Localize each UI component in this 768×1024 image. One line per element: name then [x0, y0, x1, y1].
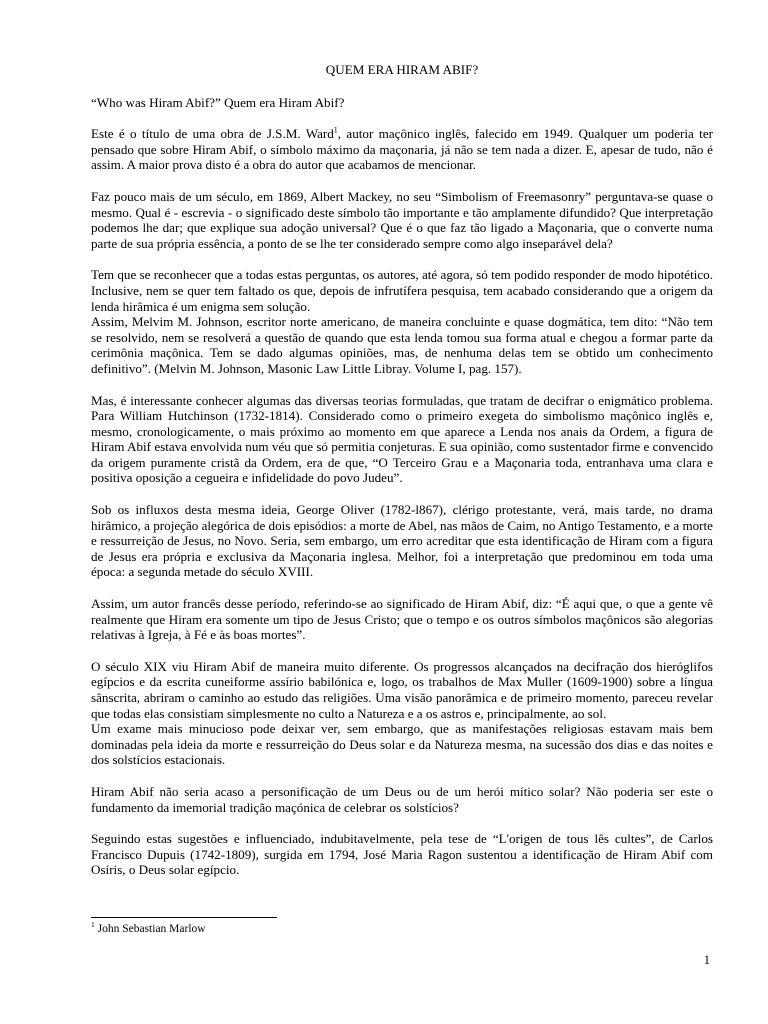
paragraph-2: Faz pouco mais de um século, em 1869, Albert Mackey, no seu “Simbolism of Freemasonry” perguntava-se quase o mesmo. Qual é - escrevia - o significado deste símbolo tão importante e tão amplamente difundido? Que interpretação podemos lhe dar; que explique sua adoção universal? Que é o que faz tão ligado a Maçonaria, que o converte numa parte de sua própria essência, a ponto de se lhe ter considerado sempre como algo inseparável dela?: [91, 188, 713, 251]
footnote-text: John Sebastian Marlow: [97, 923, 206, 935]
paragraph-11: Seguindo estas sugestões e influenciado, indubitavelmente, pela tese de “L'origen de tous lês cultes”, de Carlos Francisco Dupuis (1742-1809), surgida em 1794, José Maria Ragon sustentou a identificação de Hiram Abif com Osíris, o Deus solar egípcio.: [91, 831, 713, 878]
subtitle-paragraph: “Who was Hiram Abif?” Quem era Hiram Abif?: [91, 94, 345, 110]
paragraph-8: O século XIX viu Hiram Abif de maneira muito diferente. Os progressos alcançados na decifração dos hieróglifos egípcios e da escrita cuneiforme assírio babilónica e, logo, os trabalhos de Max Muller (1609-1900) sobre a língua sânscrita, abriram o caminho ao estudo das religiões. Uma visão panorâmica e de primeiro momento, pareceu revelar que todas elas consistiam simplesmente no culto a Natureza e a os astros e, principalmente, ao sol.: [91, 658, 713, 721]
paragraph-4: Assim, Melvim M. Johnson, escritor norte americano, de maneira concluinte e quase dogmática, tem dito: “Não tem se resolvido, nem se resolverá a questão de quando que esta lenda tomou sua forma atual e chegou a formar parte da cerimônia maçônica. Tem se dado algumas opiniões, mas, de nenhuma delas tem se obtido um conhecimento definitivo”. (Melvin M. Johnson, Masonic Law Little Libray. Volume I, pag. 157).: [91, 314, 713, 376]
footnote: [91, 922, 206, 936]
page-number: 1: [703, 953, 710, 967]
paragraph-1-after: , autor maçônico inglês, falecido em 1949. Qualquer um poderia ter pensado que sobre Hiram Abif, o símbolo máximo da maçonaria, já não se tem nada a dizer. E, apesar de tudo, não é assim. A maior prova disto é a obra do autor que acabamos de mencionar.: [91, 126, 713, 173]
footnote-divider: [91, 917, 277, 918]
footnote-number: 1: [91, 920, 95, 930]
paragraph-7: Assim, um autor francês desse período, referindo-se ao significado de Hiram Abif, diz: “É aqui que, o que a gente vê realmente que Hiram era somente um tipo de Jesus Cristo; que o tempo e os outros símbolos maçônicos são alegorias relativas à Igreja, à Fé e às boas mortes”.: [91, 596, 713, 643]
paragraph-10: Hiram Abif não seria acaso a personificação de um Deus ou de um herói mítico solar? Não poderia ser este o fundamento da imemorial tradição maçónica de celebrar os solstícios?: [91, 783, 713, 815]
footnote-reference[interactable]: 1: [333, 125, 338, 135]
paragraph-9: Um exame mais minucioso pode deixar ver, sem embargo, que as manifestações religiosas estavam mais bem dominadas pela ideia da morte e ressurreição do Deus solar e da Natureza mesma, na sucessão dos dias e das noites e dos solstícios estacionais.: [91, 721, 713, 768]
paragraph-6: Sob os influxos desta mesma ideia, George Oliver (1782-l867), clérigo protestante, verá, mais tarde, no drama hirâmico, a projeção alegórica de dois episódios: a morte de Abel, nas mãos de Caim, no Antigo Testamento, e a morte e ressurreição de Jesus, no Novo. Seria, sem embargo, um erro acreditar que esta identificação de Hiram com a figura de Jesus era própria e exclusiva da Maçonaria inglesa. Melhor, foi a interpretação que predominou em toda uma época: a segunda metade do século XVIII.: [91, 502, 713, 580]
document-title: QUEM ERA HIRAM ABIF?: [325, 62, 479, 77]
paragraph-3: Tem que se reconhecer que a todas estas perguntas, os autores, até agora, só tem podido responder de modo hipotético. Inclusive, nem se quer tem faltado os que, depois de infrutífera pesquisa, tem acabado considerando que a origem da lenda hirâmica é um enigma sem solução.: [91, 267, 713, 314]
document-body: [91, 62, 713, 894]
paragraph-5: Mas, é interessante conhecer algumas das diversas teorias formuladas, que tratam de decifrar o enigmático problema. Para William Hutchinson (1732-1814). Considerado como o primeiro exegeta do simbolismo maçônico inglês e, mesmo, cronologicamente, o mais próximo ao momento em que aparece a Lenda nos anais da Ordem, a figura de Hiram Abif estava envolvida num véu que só permitia conjeturas. E sua opinião, como sustentador firme e convencido da origem puramente cristã da Ordem, era de que, “O Terceiro Grau e a Maçonaria toda, entranhava uma clara e positiva oposição a cegueira e infidelidade do povo Judeu”.: [91, 392, 713, 486]
paragraph-1: [91, 126, 713, 173]
paragraph-1-before: Este é o título de uma obra de J.S.M. Ward: [91, 126, 334, 142]
